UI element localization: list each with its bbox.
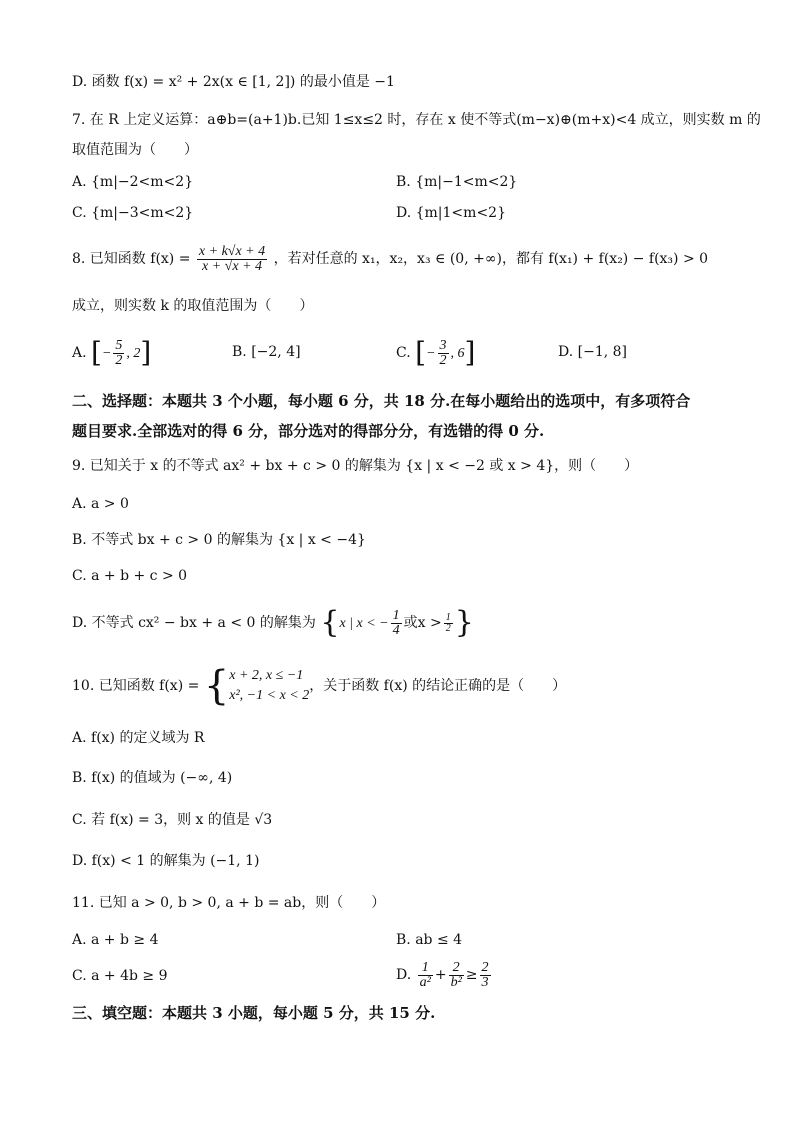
q6-option-d: D. 函数 f(x) = x² + 2x(x ∈ [1, 2]) 的最小值是 −1 xyxy=(72,74,395,90)
q8-fraction-numerator: x + k√x + 4 xyxy=(198,243,266,259)
q8-option-c-tail: , 6 xyxy=(450,346,465,361)
q11-option-d-fraction-3 xyxy=(480,961,491,990)
q11-option-d-fraction-1 xyxy=(418,961,433,990)
q8-fraction xyxy=(197,245,267,274)
q7-option-b: B. {m|−1<m<2} xyxy=(396,174,518,190)
q10-piece-2: x², −1 < x < 2 xyxy=(229,688,310,703)
q11-f3-den: 3 xyxy=(481,974,489,990)
left-bracket-icon: [ xyxy=(91,336,102,369)
q8-option-c xyxy=(396,336,475,371)
q10-option-b: B. f(x) 的值域为 (−∞, 4) xyxy=(72,770,233,786)
section-2-heading-line1: 二、选择题：本题共 3 个小题，每小题 6 分，共 18 分.在每小题给出的选项中，有多项符合 xyxy=(72,392,691,410)
q9-option-d xyxy=(72,606,474,641)
q8-option-b: B. [−2, 4] xyxy=(232,344,301,360)
q8-stem-line2: 成立，则实数 k 的取值范围为（ ） xyxy=(72,298,314,314)
q11-option-d-label: D. xyxy=(396,967,412,983)
q8-option-a-label: A. xyxy=(72,345,87,361)
q9-option-d-small-fraction xyxy=(444,613,453,634)
q8-option-a-tail: , 2 xyxy=(126,346,141,361)
q9-option-d-frac-num: 1 xyxy=(392,607,400,623)
q11-option-a: A. a + b ≥ 4 xyxy=(72,932,159,948)
left-brace-icon: { xyxy=(203,663,230,709)
q11-option-c: C. a + 4b ≥ 9 xyxy=(72,968,168,984)
q8-fraction-denominator: x + √x + 4 xyxy=(202,258,263,274)
q9-option-d-frac-den: 4 xyxy=(392,622,400,638)
q11-option-d xyxy=(396,958,493,992)
q9-option-d-small-num: 1 xyxy=(445,611,451,623)
q7-option-d: D. {m|1<m<2} xyxy=(396,205,506,221)
q8-option-c-num: 3 xyxy=(439,337,447,353)
section-3-heading: 三、填空题：本题共 3 小题，每小题 5 分，共 15 分. xyxy=(72,1004,436,1022)
q9-stem: 9. 已知关于 x 的不等式 ax² + bx + c > 0 的解集为 {x | x < −2 或 x > 4}，则（ ） xyxy=(72,458,639,474)
q9-option-d-prefix: D. 不等式 cx² − bx + a < 0 的解集为 xyxy=(72,615,316,631)
q7-stem-line1: 7. 在 R 上定义运算：a⊕b=(a+1)b.已知 1≤x≤2 时，存在 x 使不等式(m−x)⊕(m+x)<4 成立，则实数 m 的 xyxy=(72,112,761,128)
q7-option-a: A. {m|−2<m<2} xyxy=(72,174,194,190)
q11-f2-num: 2 xyxy=(449,961,464,976)
q11-f2-den: b² xyxy=(450,974,462,990)
q10-piecewise xyxy=(229,666,309,706)
q11-stem: 11. 已知 a > 0, b > 0, a + b = ab，则（ ） xyxy=(72,895,386,911)
q8-option-c-fraction xyxy=(438,339,449,368)
q10-stem-prefix: 10. 已知函数 f(x) = xyxy=(72,678,200,694)
q9-option-d-small-den: 2 xyxy=(445,622,451,634)
right-bracket-icon: ] xyxy=(140,336,152,369)
q10-option-d: D. f(x) < 1 的解集为 (−1, 1) xyxy=(72,853,260,869)
left-bracket-icon: [ xyxy=(415,336,427,369)
q9-option-c: C. a + b + c > 0 xyxy=(72,568,188,584)
q8-option-c-label: C. xyxy=(396,345,411,361)
q7-option-c: C. {m|−3<m<2} xyxy=(72,205,194,221)
q9-option-d-fraction xyxy=(391,609,402,638)
q10-option-a: A. f(x) 的定义域为 R xyxy=(72,730,205,746)
minus-sign: − xyxy=(426,346,436,361)
q8-option-c-den: 2 xyxy=(439,352,447,368)
q10-option-c: C. 若 f(x) = 3，则 x 的值是 √3 xyxy=(72,812,273,828)
q7-stem-line2: 取值范围为（ ） xyxy=(72,142,198,158)
q10-stem-suffix: ，关于函数 f(x) 的结论正确的是（ ） xyxy=(309,678,567,694)
q8-option-a-fraction xyxy=(113,339,124,368)
q11-option-b: B. ab ≤ 4 xyxy=(396,932,463,948)
section-2-heading-line2: 题目要求.全部选对的得 6 分，部分选对的得部分分，有选错的得 0 分. xyxy=(72,422,545,440)
right-brace-icon: } xyxy=(454,605,474,640)
q8-suffix: ，若对任意的 x₁，x₂，x₃ ∈ (0, +∞)，都有 f(x₁) + f(x₂) − f(x₃) > 0 xyxy=(273,251,709,267)
q8-option-a-num: 5 xyxy=(115,337,123,353)
q9-option-d-set-a: x | x < − xyxy=(339,616,389,631)
q11-f3-num: 2 xyxy=(481,959,489,975)
q9-option-d-set-b: 或x > xyxy=(403,615,442,631)
q8-stem-line1 xyxy=(72,244,708,274)
q8-option-a-den: 2 xyxy=(115,352,123,368)
q11-f1-den: a² xyxy=(419,974,431,990)
q8-option-d: D. [−1, 8] xyxy=(558,344,627,360)
q11-option-d-ge: ≥ xyxy=(465,967,478,983)
q9-option-b: B. 不等式 bx + c > 0 的解集为 {x | x < −4} xyxy=(72,532,366,548)
q11-f1-num: 1 xyxy=(418,961,433,976)
q11-option-d-fraction-2 xyxy=(449,961,464,990)
plus-sign: + xyxy=(434,967,447,983)
minus-sign: − xyxy=(101,346,112,361)
q9-option-a: A. a > 0 xyxy=(72,496,129,512)
left-brace-icon: { xyxy=(320,605,340,640)
q8-prefix: 8. 已知函数 f(x) = xyxy=(72,251,191,267)
right-bracket-icon: ] xyxy=(464,336,476,369)
q10-stem xyxy=(72,663,567,709)
q8-option-a xyxy=(72,336,151,371)
q10-piece-1: x + 2, x ≤ −1 xyxy=(229,668,304,683)
